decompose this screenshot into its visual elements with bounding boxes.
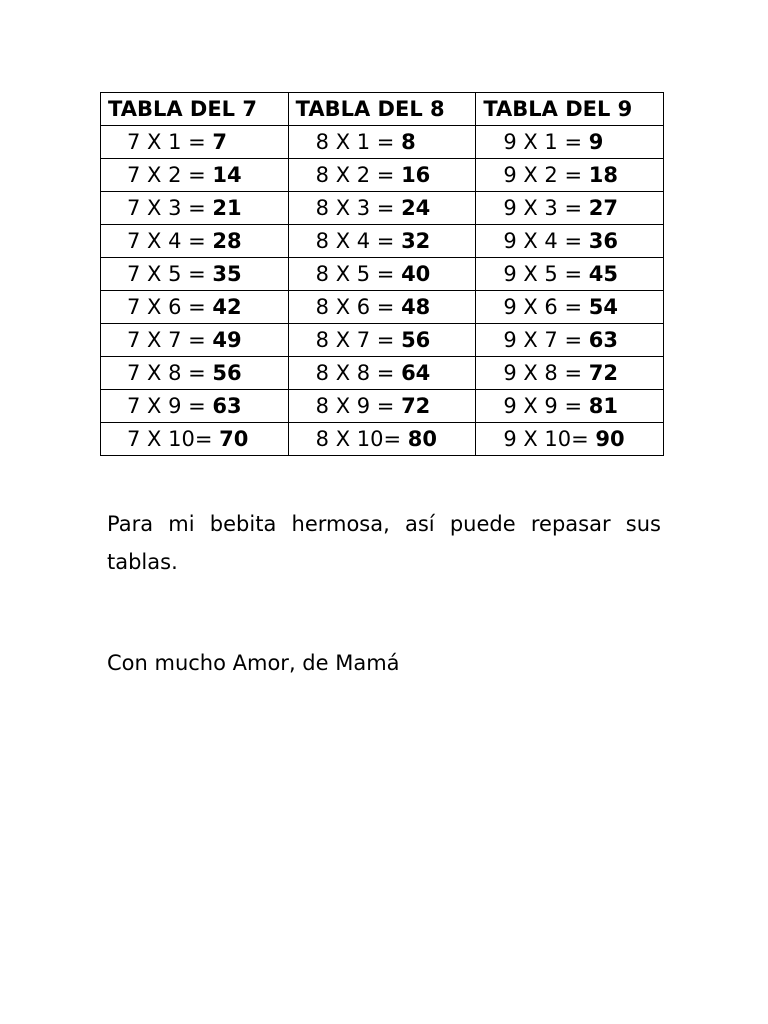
dedication-message: Para mi bebita hermosa, así puede repasar sus tablas. <box>107 512 661 574</box>
result-value: 56 <box>212 361 242 385</box>
equation-text: 9 X 2 = <box>503 163 589 187</box>
equation-text: 8 X 8 = <box>315 361 402 385</box>
table-cell <box>101 324 289 357</box>
result-value: 54 <box>588 295 618 319</box>
equation-text: 7 X 1 = <box>127 130 213 154</box>
table-row <box>101 357 664 390</box>
table-cell <box>288 225 476 258</box>
result-value: 81 <box>588 394 618 418</box>
equation-text: 8 X 3 = <box>315 196 402 220</box>
table-cell <box>288 159 476 192</box>
table-row <box>101 159 664 192</box>
table-row <box>101 225 664 258</box>
result-value: 80 <box>407 427 437 451</box>
result-value: 72 <box>588 361 618 385</box>
table-cell <box>288 126 476 159</box>
header-tabla-7: TABLA DEL 7 <box>101 93 289 126</box>
equation-text: 9 X 3 = <box>503 196 589 220</box>
table-cell <box>476 225 664 258</box>
multiplication-table <box>100 92 664 456</box>
result-value: 64 <box>401 361 431 385</box>
equation-text: 7 X 2 = <box>127 163 213 187</box>
table-cell <box>101 126 289 159</box>
equation-text: 8 X 10= <box>315 427 408 451</box>
table-cell <box>476 126 664 159</box>
equation-text: 7 X 6 = <box>127 295 213 319</box>
equation-text: 9 X 4 = <box>503 229 589 253</box>
result-value: 24 <box>401 196 431 220</box>
result-value: 49 <box>212 328 242 352</box>
table-cell <box>288 357 476 390</box>
table-cell <box>288 324 476 357</box>
result-value: 28 <box>212 229 242 253</box>
table-cell <box>288 192 476 225</box>
table-cell <box>101 192 289 225</box>
table-cell <box>101 357 289 390</box>
equation-text: 8 X 6 = <box>315 295 402 319</box>
equation-text: 8 X 2 = <box>315 163 402 187</box>
table-cell <box>101 423 289 456</box>
equation-text: 9 X 8 = <box>503 361 589 385</box>
table-row <box>101 423 664 456</box>
result-value: 8 <box>401 130 416 154</box>
table-cell <box>101 159 289 192</box>
result-value: 9 <box>588 130 604 154</box>
table-row <box>101 192 664 225</box>
table-cell <box>101 291 289 324</box>
result-value: 56 <box>401 328 431 352</box>
result-value: 40 <box>401 262 431 286</box>
table-cell <box>476 423 664 456</box>
table-header-row <box>101 93 664 126</box>
equation-text: 9 X 7 = <box>503 328 589 352</box>
header-tabla-9: TABLA DEL 9 <box>476 93 664 126</box>
equation-text: 9 X 6 = <box>503 295 589 319</box>
result-value: 27 <box>588 196 618 220</box>
result-value: 32 <box>401 229 431 253</box>
equation-text: 9 X 10= <box>503 427 596 451</box>
table-cell <box>476 192 664 225</box>
result-value: 90 <box>595 427 625 451</box>
result-value: 21 <box>212 196 242 220</box>
equation-text: 7 X 7 = <box>127 328 213 352</box>
table-cell <box>288 258 476 291</box>
result-value: 14 <box>212 163 242 187</box>
signature: Con mucho Amor, de Mamá <box>107 651 400 675</box>
equation-text: 7 X 10= <box>127 427 220 451</box>
equation-text: 9 X 5 = <box>503 262 589 286</box>
table-cell <box>101 225 289 258</box>
equation-text: 7 X 9 = <box>127 394 213 418</box>
result-value: 7 <box>212 130 228 154</box>
table-cell <box>476 324 664 357</box>
equation-text: 8 X 7 = <box>315 328 402 352</box>
result-value: 48 <box>401 295 431 319</box>
equation-text: 9 X 9 = <box>503 394 589 418</box>
table-cell <box>288 423 476 456</box>
result-value: 18 <box>588 163 618 187</box>
result-value: 63 <box>588 328 618 352</box>
equation-text: 7 X 8 = <box>127 361 213 385</box>
table-cell <box>288 390 476 423</box>
table-cell <box>288 291 476 324</box>
result-value: 42 <box>212 295 242 319</box>
equation-text: 8 X 9 = <box>315 394 402 418</box>
result-value: 63 <box>212 394 242 418</box>
result-value: 72 <box>401 394 431 418</box>
table-cell <box>476 291 664 324</box>
table-cell <box>476 258 664 291</box>
equation-text: 7 X 4 = <box>127 229 213 253</box>
equation-text: 8 X 5 = <box>315 262 402 286</box>
table-cell <box>101 390 289 423</box>
equation-text: 8 X 1 = <box>315 130 402 154</box>
table-row <box>101 390 664 423</box>
result-value: 16 <box>401 163 431 187</box>
table-cell <box>476 159 664 192</box>
table-row <box>101 324 664 357</box>
table-body <box>101 126 664 456</box>
header-tabla-8: TABLA DEL 8 <box>288 93 476 126</box>
table-cell <box>476 357 664 390</box>
equation-text: 7 X 5 = <box>127 262 213 286</box>
equation-text: 9 X 1 = <box>503 130 589 154</box>
table-row <box>101 126 664 159</box>
result-value: 70 <box>219 427 249 451</box>
table-row <box>101 258 664 291</box>
table-cell <box>476 390 664 423</box>
equation-text: 8 X 4 = <box>315 229 402 253</box>
equation-text: 7 X 3 = <box>127 196 213 220</box>
result-value: 45 <box>588 262 618 286</box>
table-cell <box>101 258 289 291</box>
table-row <box>101 291 664 324</box>
result-value: 35 <box>212 262 242 286</box>
result-value: 36 <box>588 229 618 253</box>
